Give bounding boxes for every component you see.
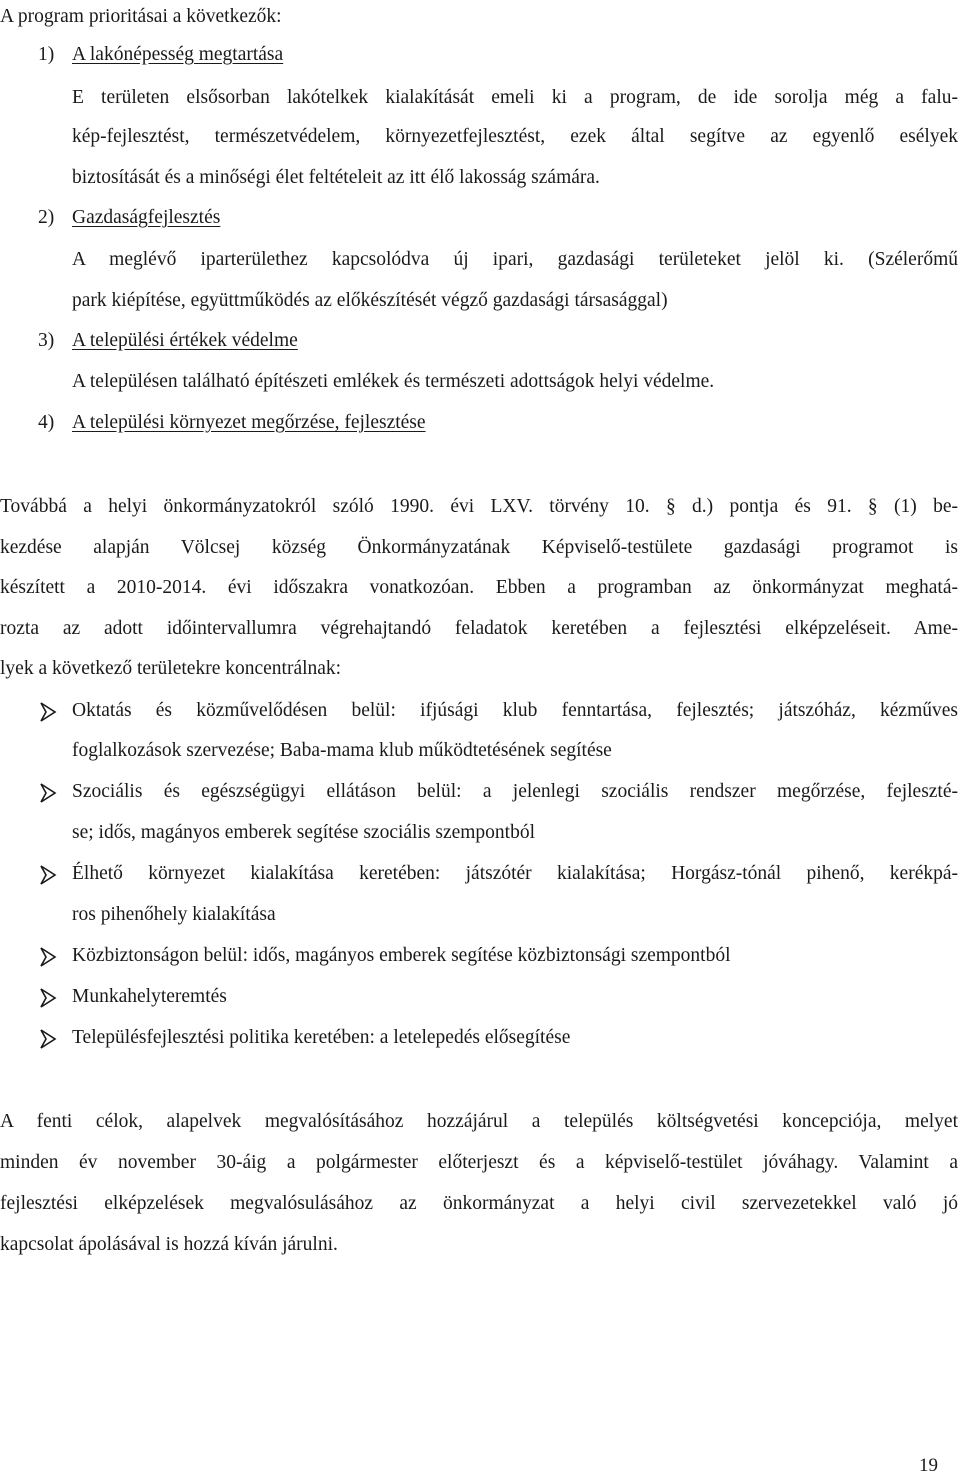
priority-1-text-line: biztosítását és a minőségi élet feltételeit az itt élő lakosság számára. bbox=[72, 167, 600, 188]
priorities-intro: A program prioritásai a következők: bbox=[0, 6, 282, 27]
priority-title: Gazdaságfejlesztés bbox=[72, 207, 221, 228]
priority-2-text-line: A meglévő iparterülethez kapcsolódva új ipari, gazdasági területeket jelöl ki. (Szélerőmű bbox=[72, 249, 958, 270]
priority-heading-1 bbox=[38, 43, 283, 67]
paragraph-2-line: minden év november 30-áig a polgármester előterjeszt és a képviselő-testület jóváhagy. Valamint a bbox=[0, 1152, 958, 1173]
bullet-item-line: foglalkozások szervezése; Baba-mama klub működtetésének segítése bbox=[72, 740, 612, 761]
paragraph-1-line: készített a 2010-2014. évi időszakra vonatkozóan. Ebben a programban az önkormányzat meghatá- bbox=[0, 577, 958, 598]
priority-title: A települési környezet megőrzése, fejlesztése bbox=[72, 412, 426, 433]
paragraph-1-line: kezdése alapján Völcsej község Önkormányzatának Képviselő-testülete gazdasági programot is bbox=[0, 537, 958, 558]
priority-title: A települési értékek védelme bbox=[72, 330, 298, 351]
paragraph-1-line: rozta az adott időintervallumra végrehajtandó feladatok keretében a fejlesztési elképzeléseit. Ame- bbox=[0, 618, 958, 639]
paragraph-2-line: fejlesztési elképzelések megvalósulásához az önkormányzat a helyi civil szervezetekkel való jó bbox=[0, 1193, 958, 1214]
priority-number: 4) bbox=[38, 412, 55, 433]
priority-1-text-line: E területen elsősorban lakótelkek kialakítását emeli ki a program, de ide sorolja még a falu- bbox=[72, 87, 958, 108]
arrowhead-bullet-icon bbox=[38, 987, 58, 1009]
arrowhead-bullet-icon bbox=[38, 1028, 58, 1050]
bullet-item-line: Munkahelyteremtés bbox=[72, 986, 227, 1007]
priority-3-text-line: A településen található építészeti emlékek és természeti adottságok helyi védelme. bbox=[72, 371, 715, 392]
paragraph-2-line: A fenti célok, alapelvek megvalósításához hozzájárul a település költségvetési koncepciója, melyet bbox=[0, 1111, 958, 1132]
priority-2-text-line: park kiépítése, együttműködés az előkészítését végző gazdasági társasággal) bbox=[72, 290, 668, 311]
arrowhead-bullet-icon bbox=[38, 782, 58, 804]
bullet-item-line: Településfejlesztési politika keretében: a letelepedés elősegítése bbox=[72, 1027, 571, 1048]
priority-number: 1) bbox=[38, 44, 55, 65]
priority-heading-2 bbox=[38, 206, 220, 230]
bullet-item-line: Szociális és egészségügyi ellátáson belül: a jelenlegi szociális rendszer megőrzése, fejleszté- bbox=[72, 781, 958, 802]
page-number: 19 bbox=[919, 1455, 938, 1476]
priority-heading-4 bbox=[38, 411, 426, 435]
arrowhead-bullet-icon bbox=[38, 946, 58, 968]
priority-1-text-line: kép-fejlesztést, természetvédelem, környezetfejlesztést, ezek által segítve az egyenlő esélyek bbox=[72, 126, 958, 147]
paragraph-1-line: lyek a következő területekre koncentrálnak: bbox=[0, 658, 342, 679]
paragraph-2-line: kapcsolat ápolásával is hozzá kíván járulni. bbox=[0, 1234, 338, 1255]
bullet-item-line: se; idős, magányos emberek segítése szociális szempontból bbox=[72, 822, 536, 843]
arrowhead-bullet-icon bbox=[38, 701, 58, 723]
arrowhead-bullet-icon bbox=[38, 864, 58, 886]
priority-heading-3 bbox=[38, 329, 298, 353]
bullet-item-line: Oktatás és közművelődésen belül: ifjúsági klub fenntartása, fejlesztés; játszóház, kézműves bbox=[72, 700, 958, 721]
priority-title: A lakónépesség megtartása bbox=[72, 44, 284, 65]
bullet-item-line: ros pihenőhely kialakítása bbox=[72, 904, 276, 925]
bullet-item-line: Közbiztonságon belül: idős, magányos emberek segítése közbiztonsági szempontból bbox=[72, 945, 731, 966]
priority-number: 3) bbox=[38, 330, 55, 351]
bullet-item-line: Élhető környezet kialakítása keretében: játszótér kialakítása; Horgász-tónál pihenő, kerékpá- bbox=[72, 863, 958, 884]
paragraph-1-line: Továbbá a helyi önkormányzatokról szóló 1990. évi LXV. törvény 10. § d.) pontja és 91. § (1) be- bbox=[0, 496, 958, 517]
priority-number: 2) bbox=[38, 207, 55, 228]
